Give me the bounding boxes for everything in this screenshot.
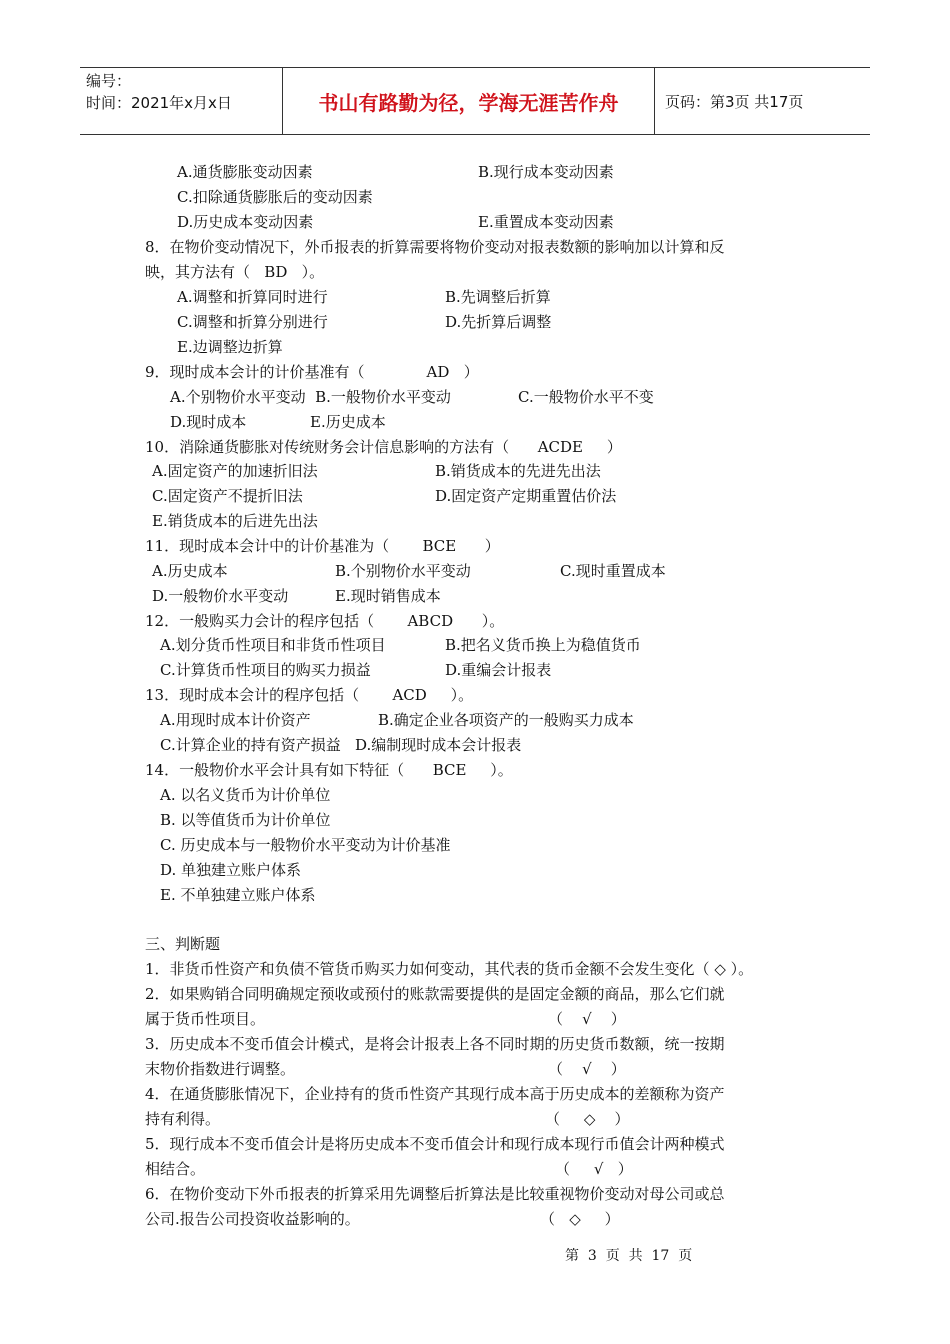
text-line: C.固定资产不提折旧法 [152, 487, 303, 505]
text-line: C.计算货币性项目的购买力损益 [160, 661, 371, 679]
text-line: E.历史成本 [310, 413, 386, 431]
text-line: C.现时重置成本 [560, 562, 666, 580]
text-line: B.个别物价水平变动 [335, 562, 471, 580]
text-line: B.确定企业各项资产的一般购买力成本 [378, 711, 634, 729]
text-line: E.边调整边折算 [177, 338, 283, 356]
text-line: 持有利得。 [145, 1110, 221, 1128]
text-line: A.历史成本 [152, 562, 228, 580]
text-line: A.用现时成本计价资产 [160, 711, 311, 729]
text-line: D. 单独建立账户体系 [160, 861, 302, 879]
text-line: 9．现时成本会计的计价基准有（ AD ） [145, 363, 479, 381]
page-header [80, 67, 870, 135]
text-line: B. 以等值货币为计价单位 [160, 811, 331, 829]
motto-text: 书山有路勤为径，学海无涯苦作舟 [318, 90, 619, 115]
text-line: （ ◇ ） [545, 1110, 630, 1128]
text-line: 11．现时成本会计中的计价基准为（ BCE ） [145, 537, 500, 555]
text-line: （ √ ） [555, 1160, 633, 1178]
text-line: D.一般物价水平变动 [152, 587, 289, 605]
text-line: 属于货币性项目。 [145, 1010, 266, 1028]
text-line: E.销货成本的后进先出法 [152, 512, 318, 530]
header-motto-cell [283, 68, 655, 134]
text-line: （ ◇ ） [540, 1210, 620, 1228]
text-line: C.调整和折算分别进行 [177, 313, 328, 331]
text-line: E. 不单独建立账户体系 [160, 886, 316, 904]
text-line: 公司.报告公司投资收益影响的。 [145, 1210, 360, 1228]
text-line: （ √ ） [548, 1010, 626, 1028]
text-line: D.现时成本 [170, 413, 247, 431]
time-label: 时间：2021年x月x日 [86, 94, 232, 112]
text-line: 5．现行成本不变币值会计是将历史成本不变币值会计和现行成本现行币值会计两种模式 [145, 1135, 725, 1153]
text-line: 8．在物价变动情况下，外币报表的折算需要将物价变动对报表数额的影响加以计算和反 [145, 238, 725, 256]
text-line: 6．在物价变动下外币报表的折算采用先调整后折算法是比较重视物价变动对母公司或总 [145, 1185, 725, 1203]
text-line: 末物价指数进行调整。 [145, 1060, 296, 1078]
text-line: 3．历史成本不变币值会计模式，是将会计报表上各不同时期的历史货币数额，统一按期 [145, 1035, 725, 1053]
text-line: B.销货成本的先进先出法 [435, 462, 601, 480]
text-line: 10．消除通货膨胀对传统财务会计信息影响的方法有（ ACDE ） [145, 438, 622, 456]
text-line: B.把名义货币换上为稳值货币 [445, 636, 641, 654]
text-line: A. 以名义货币为计价单位 [160, 786, 331, 804]
text-line: A.划分货币性项目和非货币性项目 [160, 636, 386, 654]
text-line: 1．非货币性资产和负债不管货币购买力如何变动，其代表的货币金额不会发生变化（ ◇ ）。 [145, 960, 754, 978]
text-line: C.一般物价水平不变 [518, 388, 654, 406]
text-line: D.先折算后调整 [445, 313, 552, 331]
text-line: 三、判断题 [145, 935, 221, 953]
text-line: D.重编会计报表 [445, 661, 552, 679]
footer-page-number: 第 3 页 共 17 页 [565, 1248, 693, 1264]
text-line: 13．现时成本会计的程序包括（ ACD ）。 [145, 686, 474, 704]
text-line: 14．一般物价水平会计具有如下特征（ BCE ）。 [145, 761, 513, 779]
text-line: 映，其方法有（ BD ）。 [145, 263, 325, 281]
text-line: C.扣除通货膨胀后的变动因素 [177, 188, 373, 206]
page-number-label: 页码：第3页 共17页 [665, 92, 804, 111]
text-line: D.历史成本变动因素 [177, 213, 314, 231]
text-line: 2．如果购销合同明确规定预收或预付的账款需要提供的是固定金额的商品，那么它们就 [145, 985, 725, 1003]
text-line: 4．在通货膨胀情况下，企业持有的货币性资产其现行成本高于历史成本的差额称为资产 [145, 1085, 725, 1103]
text-line: A.固定资产的加速折旧法 [152, 462, 318, 480]
text-line: B.现行成本变动因素 [478, 163, 614, 181]
text-line: E.重置成本变动因素 [478, 213, 614, 231]
text-line: A.调整和折算同时进行 [177, 288, 328, 306]
text-line: B.先调整后折算 [445, 288, 551, 306]
text-line: D.固定资产定期重置估价法 [435, 487, 617, 505]
text-line: 相结合。 [145, 1160, 206, 1178]
text-line: （ √ ） [548, 1060, 626, 1078]
header-page-cell [655, 68, 870, 134]
number-label: 编号： [86, 72, 132, 90]
header-info-cell [80, 68, 283, 134]
text-line: A.个别物价水平变动 B.一般物价水平变动 [170, 388, 451, 406]
text-line: C.计算企业的持有资产损益 D.编制现时成本会计报表 [160, 736, 522, 754]
text-line: E.现时销售成本 [335, 587, 441, 605]
text-line: C. 历史成本与一般物价水平变动为计价基准 [160, 836, 451, 854]
text-line: 12．一般购买力会计的程序包括（ ABCD ）。 [145, 612, 505, 630]
text-line: A.通货膨胀变动因素 [177, 163, 313, 181]
